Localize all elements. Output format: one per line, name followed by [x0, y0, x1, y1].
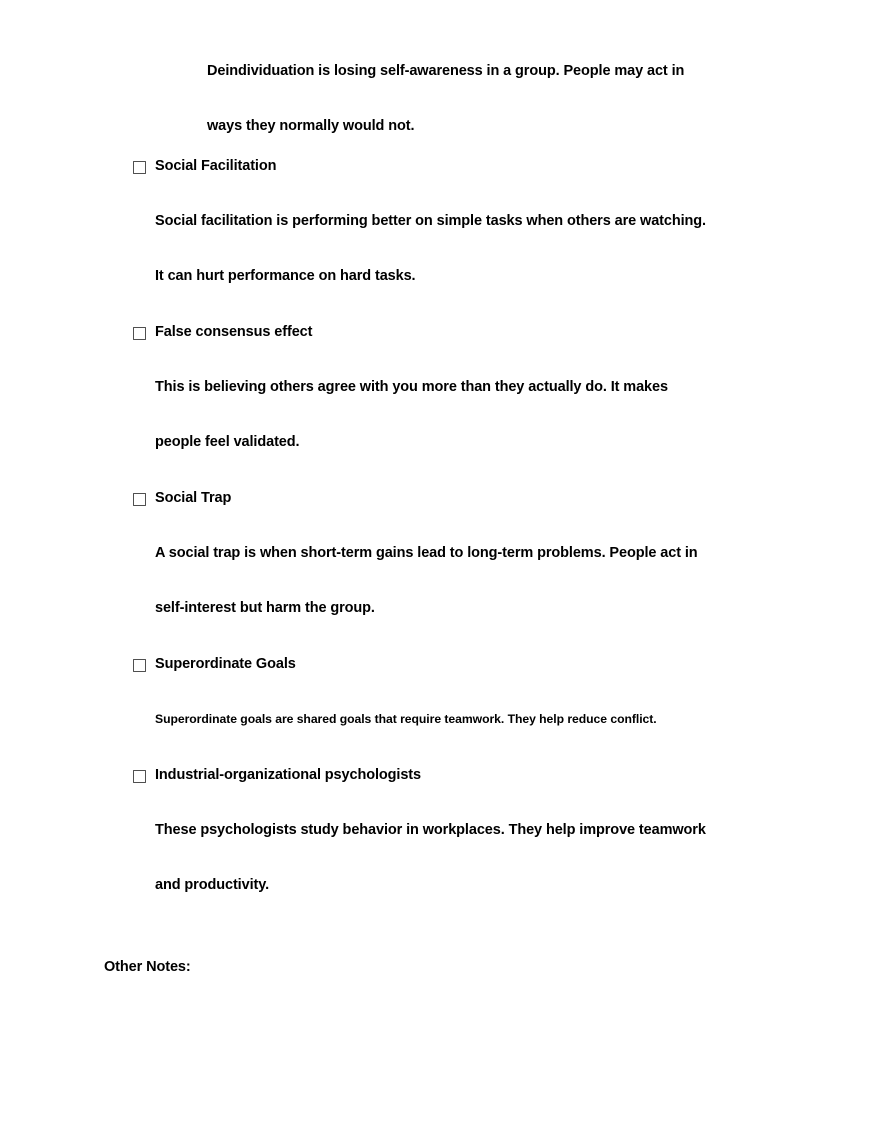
checklist-item-label: Industrial-organizational psychologists: [155, 767, 421, 783]
checklist-item-body-line: These psychologists study behavior in workplaces. They help improve teamwork: [155, 822, 706, 838]
other-notes-label: Other Notes:: [104, 959, 191, 975]
checkbox-icon[interactable]: [133, 161, 146, 174]
checklist-item-body-line: people feel validated.: [155, 434, 300, 450]
checklist-item-header[interactable]: [0, 323, 880, 345]
checklist-item-body-line: and productivity.: [155, 877, 270, 893]
checkbox-icon[interactable]: [133, 493, 146, 506]
checklist-item-body-line: Superordinate goals are shared goals that require teamwork. They help reduce conflict.: [155, 712, 657, 726]
checklist-item-header[interactable]: [0, 157, 880, 179]
checklist-item-body-line: Social facilitation is performing better on simple tasks when others are watching.: [155, 213, 706, 229]
checklist-item-body-line: self-interest but harm the group.: [155, 600, 375, 616]
checklist-item-label: Superordinate Goals: [155, 656, 296, 672]
intro-line: ways they normally would not.: [207, 118, 415, 134]
checklist-item-header[interactable]: [0, 489, 880, 511]
checklist-item-body-line: A social trap is when short-term gains lead to long-term problems. People act in: [155, 545, 698, 561]
checkbox-icon[interactable]: [133, 327, 146, 340]
intro-paragraph: [207, 44, 807, 154]
checklist-item-label: Social Trap: [155, 490, 232, 506]
checklist-item-header[interactable]: [0, 655, 880, 677]
checklist-item-body-line: This is believing others agree with you more than they actually do. It makes: [155, 379, 668, 395]
checklist-item-label: False consensus effect: [155, 324, 313, 340]
checkbox-icon[interactable]: [133, 770, 146, 783]
checkbox-icon[interactable]: [133, 659, 146, 672]
checklist-item-body-line: It can hurt performance on hard tasks.: [155, 268, 416, 284]
checklist-item-header[interactable]: [0, 766, 880, 788]
intro-line: Deindividuation is losing self-awareness in a group. People may act in: [207, 63, 685, 79]
checklist-item-label: Social Facilitation: [155, 158, 277, 174]
